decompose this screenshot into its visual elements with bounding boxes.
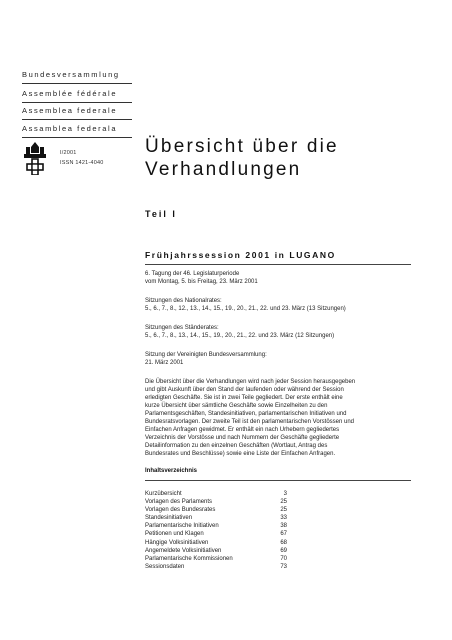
toc-item — [145, 563, 295, 571]
intro-line: Parlamentsgeschäften, Standesinitiativen, parlamentarischen Initiativen und — [145, 411, 347, 417]
staenderat-label: Sitzungen des Ständerates: — [145, 325, 219, 331]
toc-item-page: 69 — [280, 547, 287, 554]
header-divider — [22, 137, 132, 138]
toc-item-page: 70 — [280, 555, 287, 562]
tagung-line-2: vom Montag, 5. bis Freitag, 23. März 2001 — [145, 279, 258, 285]
toc-item-page: 25 — [280, 507, 287, 514]
page-title — [145, 135, 339, 181]
toc-item-label: Parlamentarische Kommissionen — [145, 555, 233, 562]
toc-item-label: Kurzübersicht — [145, 491, 182, 497]
intro-line: Die Übersicht über die Verhandlungen wird nach jeder Session herausgegeben — [145, 379, 356, 385]
nationalrat-label: Sitzungen des Nationalrates: — [145, 298, 222, 304]
header-divider — [22, 119, 132, 120]
assembly-name-rm: Assamblea federala — [22, 124, 118, 133]
toc-item — [145, 539, 295, 547]
toc-item — [145, 514, 295, 522]
assembly-name-it: Assemblea federale — [22, 106, 118, 115]
intro-line: kurze Übersicht über sämtliche Geschäfte sowie Einzelheiten zu den — [145, 403, 328, 409]
toc-item — [145, 555, 295, 563]
toc-item — [145, 498, 295, 506]
session-title: Frühjahrssession 2001 in LUGANO — [145, 250, 336, 260]
toc-item-label: Standesinitiativen — [145, 515, 193, 522]
toc-item-label: Hängige Volksinitiativen — [145, 539, 209, 546]
intro-line: Bundesrates und Beschlüsse) sowie eine Liste der Einfachen Anfragen. — [145, 451, 336, 457]
intro-line: erledigten Geschäfte. Sie ist in zwei Teile gegliedert. Der erste enthält eine — [145, 395, 343, 401]
toc-item-label: Vorlagen des Parlaments — [145, 499, 213, 506]
vbv-label: Sitzung der Vereinigten Bundesversammlung: — [145, 352, 267, 358]
staenderat-dates: 5., 6., 7., 8., 13., 14., 15., 19., 20., 21., 22. und 23. März (12 Sitzungen) — [145, 333, 335, 339]
toc-item — [145, 522, 295, 530]
assembly-name-fr: Assemblée fédérale — [22, 89, 118, 98]
header-divider — [22, 102, 132, 103]
nationalrat-dates: 5., 6., 7., 8., 12., 13., 14., 15., 19., 20., 21., 22. und 23. März (13 Sitzungen) — [145, 306, 346, 312]
toc-item-page: 73 — [280, 563, 287, 570]
toc-item — [145, 547, 295, 555]
title-line-2: Verhandlungen — [145, 159, 302, 180]
part-label: Teil I — [145, 209, 177, 219]
intro-line: und gibt Auskunft über den Stand der laufenden oder während der Session — [145, 387, 344, 393]
toc-item-page: 68 — [280, 539, 287, 546]
toc-item-page: 67 — [280, 531, 287, 538]
toc-item-page: 33 — [280, 515, 287, 522]
toc-item-label: Vorlagen des Bundesrates — [145, 507, 216, 514]
header-divider — [22, 83, 132, 84]
toc-item-page: 38 — [280, 523, 287, 530]
issue-number: I/2001 — [60, 150, 77, 156]
issn: ISSN 1421-4040 — [60, 160, 104, 166]
tagung-line-1: 6. Tagung der 46. Legislaturperiode — [145, 271, 240, 277]
assembly-name-de: Bundesversammlung — [22, 70, 120, 79]
toc-item-label: Angemeldete Volksinitiativen — [145, 547, 222, 554]
session-divider — [145, 264, 411, 265]
toc-item — [145, 530, 295, 538]
vbv-date: 21. März 2001 — [145, 360, 184, 366]
intro-line: Detailinformation zu den einzelnen Geschäften (Wortlaut, Antrag des — [145, 443, 328, 449]
toc-item-label: Parlamentarische Initiativen — [145, 523, 219, 530]
federal-palace-cross-logo — [22, 141, 48, 175]
toc-item — [145, 490, 295, 498]
toc-item-label: Sessionsdaten — [145, 563, 185, 570]
toc-item-label: Petitionen und Klagen — [145, 531, 204, 538]
intro-line: Einfachen Anfragen gewidmet. Er enthält ein nach Urhebern gegliedertes — [145, 427, 340, 433]
toc-item-page: 25 — [280, 499, 287, 506]
toc-item-page: 3 — [283, 491, 287, 497]
toc-heading: Inhaltsverzeichnis — [145, 468, 198, 474]
toc-divider — [145, 480, 411, 481]
table-of-contents — [145, 490, 295, 571]
title-line-1: Übersicht über die — [145, 136, 339, 157]
intro-line: Verzeichnis der Vorstösse und nach Nummern der Geschäfte gegliederte — [145, 435, 340, 441]
toc-item — [145, 506, 295, 514]
intro-line: Bundesratsvorlagen. Der zweite Teil ist den parlamentarischen Vorstössen und — [145, 419, 355, 425]
